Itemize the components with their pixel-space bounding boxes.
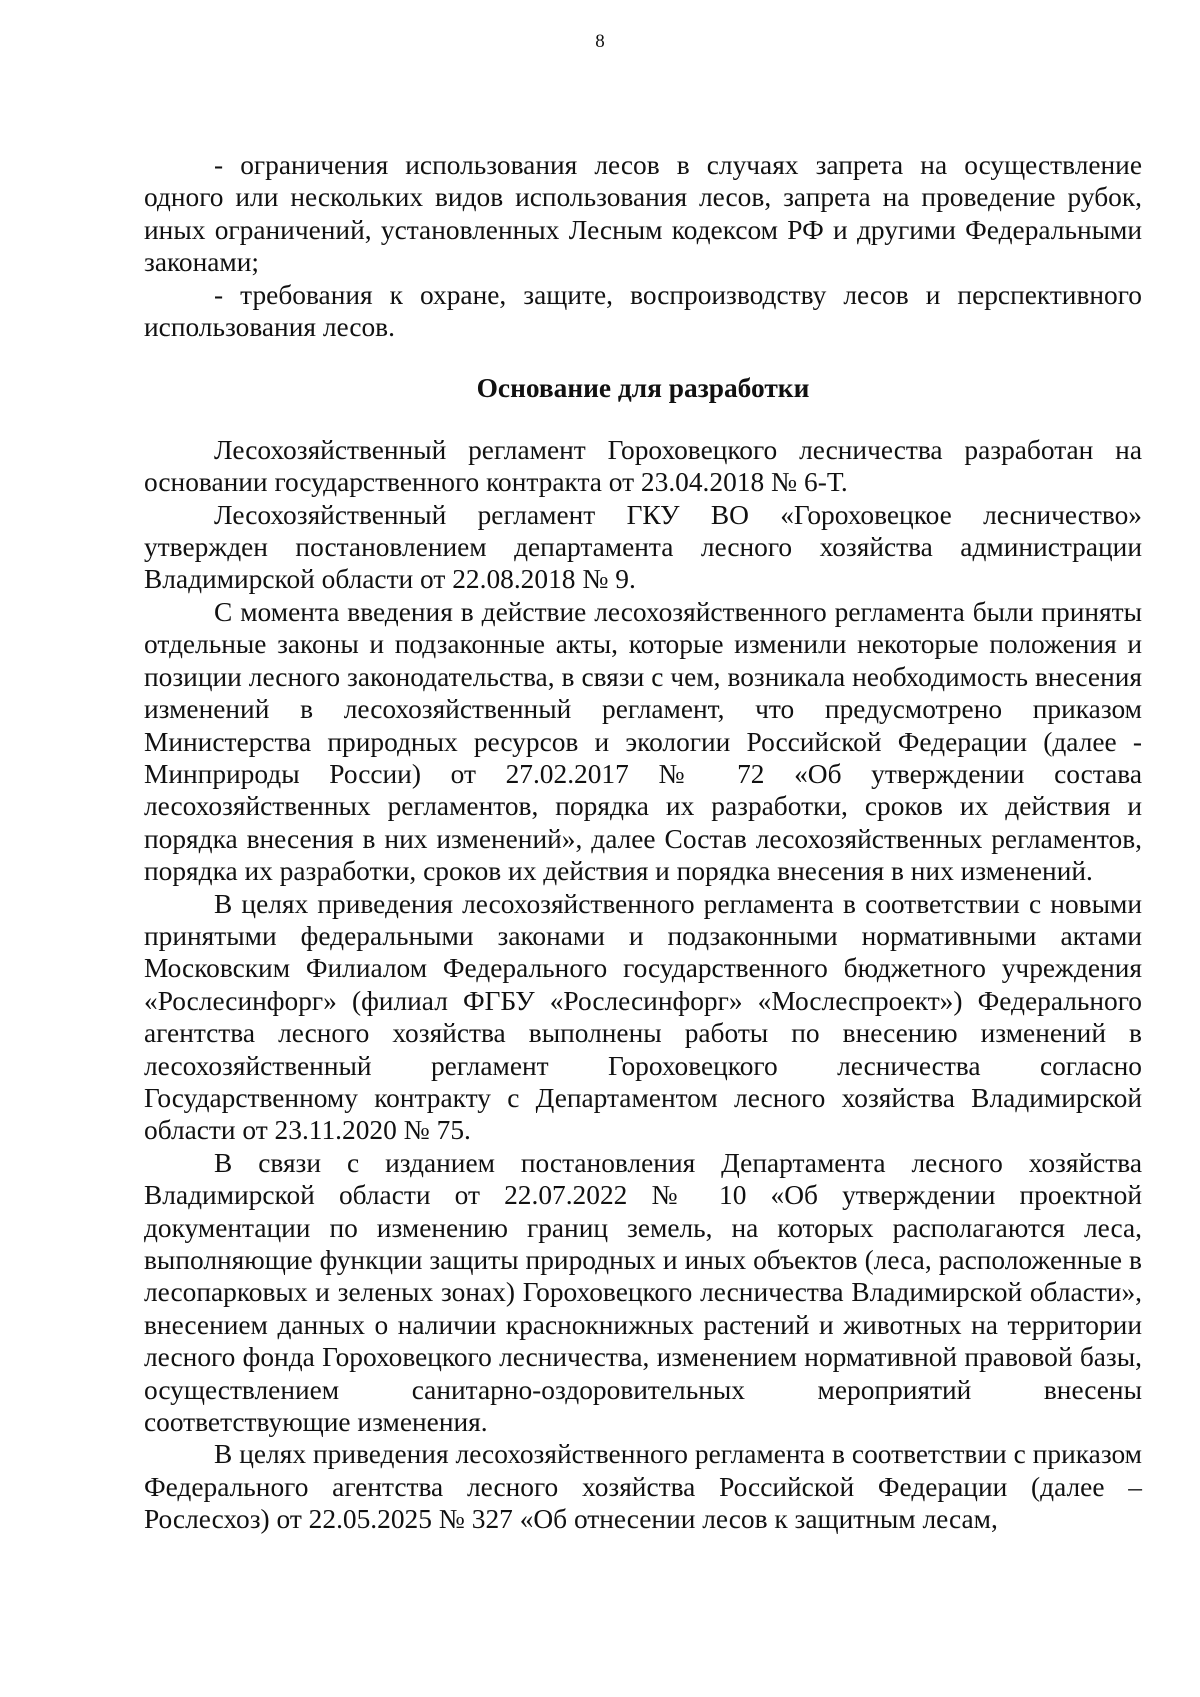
document-body <box>144 149 1142 1536</box>
paragraph-basis-contract: Лесохозяйственный регламент Гороховецкого лесничества разработан на основании государственного контракта от 23.04.2018 № 6-Т. <box>144 434 1142 498</box>
page-number: 8 <box>595 31 605 52</box>
paragraph-legislation-changes: С момента введения в действие лесохозяйственного регламента были приняты отдельные законы и подзаконные акты, которые изменили некоторые положения и позиции лесного законодательства, в связи с чем, возникала необходимость внесения изменений в лесохозяйственный регламент, что предусмотрено приказом Министерства природных ресурсов и экологии Российской Федерации (далее - Минприроды России) от 27.02.2017 № 72 «Об утверждении состава лесохозяйственных регламентов, порядка их разработки, сроков их действия и порядка внесения в них изменений», далее Состав лесохозяйственных регламентов, порядка их разработки, сроков их действия и порядка внесения в них изменений. <box>144 596 1142 887</box>
paragraph-mosleproekt-works: В целях приведения лесохозяйственного регламента в соответствии с новыми принятыми федеральными законами и подзаконными нормативными актами Московским Филиалом Федерального государственного бюджетного учреждения «Рослесинфорг» (филиал ФГБУ «Рослесинфорг» «Мослеспроект») Федерального агентства лесного хозяйства выполнены работы по внесению изменений в лесохозяйственный регламент Гороховецкого лесничества согласно Государственному контракту с Департаментом лесного хозяйства Владимирской области от 23.11.2020 № 75. <box>144 888 1142 1146</box>
section-heading: Основание для разработки <box>476 373 810 404</box>
paragraph-restrictions: - ограничения использования лесов в случаях запрета на осуществление одного или нескольких видов использования лесов, запрета на проведение рубок, иных ограничений, установленных Лесным кодексом РФ и другими Федеральными законами; <box>144 150 1142 278</box>
paragraph-rosleskhoz-order: В целях приведения лесохозяйственного регламента в соответствии с приказом Федерального агентства лесного хозяйства Российской Федерации (далее – Рослесхоз) от 22.05.2025 № 327 «Об отнесении лесов к защитным лесам, <box>144 1439 1142 1535</box>
paragraph-approval: Лесохозяйственный регламент ГКУ ВО «Гороховецкое лесничество» утвержден постановлением департамента лесного хозяйства администрации Владимирской области от 22.08.2018 № 9. <box>144 499 1142 595</box>
paragraph-resolution-2022: В связи с изданием постановления Департамента лесного хозяйства Владимирской области от 22.07.2022 № 10 «Об утверждении проектной документации по изменению границ земель, на которых располагаются леса, выполняющие функции защиты природных и иных объектов (леса, расположенные в лесопарковых и зеленых зонах) Гороховецкого лесничества Владимирской области», внесением данных о наличии краснокнижных растений и животных на территории лесного фонда Гороховецкого лесничества, изменением нормативной правовой базы, осуществлением санитарно-оздоровительных мероприятий внесены соответствующие изменения. <box>144 1147 1142 1438</box>
paragraph-requirements: - требования к охране, защите, воспроизводству лесов и перспективного использования лесов. <box>144 279 1142 343</box>
